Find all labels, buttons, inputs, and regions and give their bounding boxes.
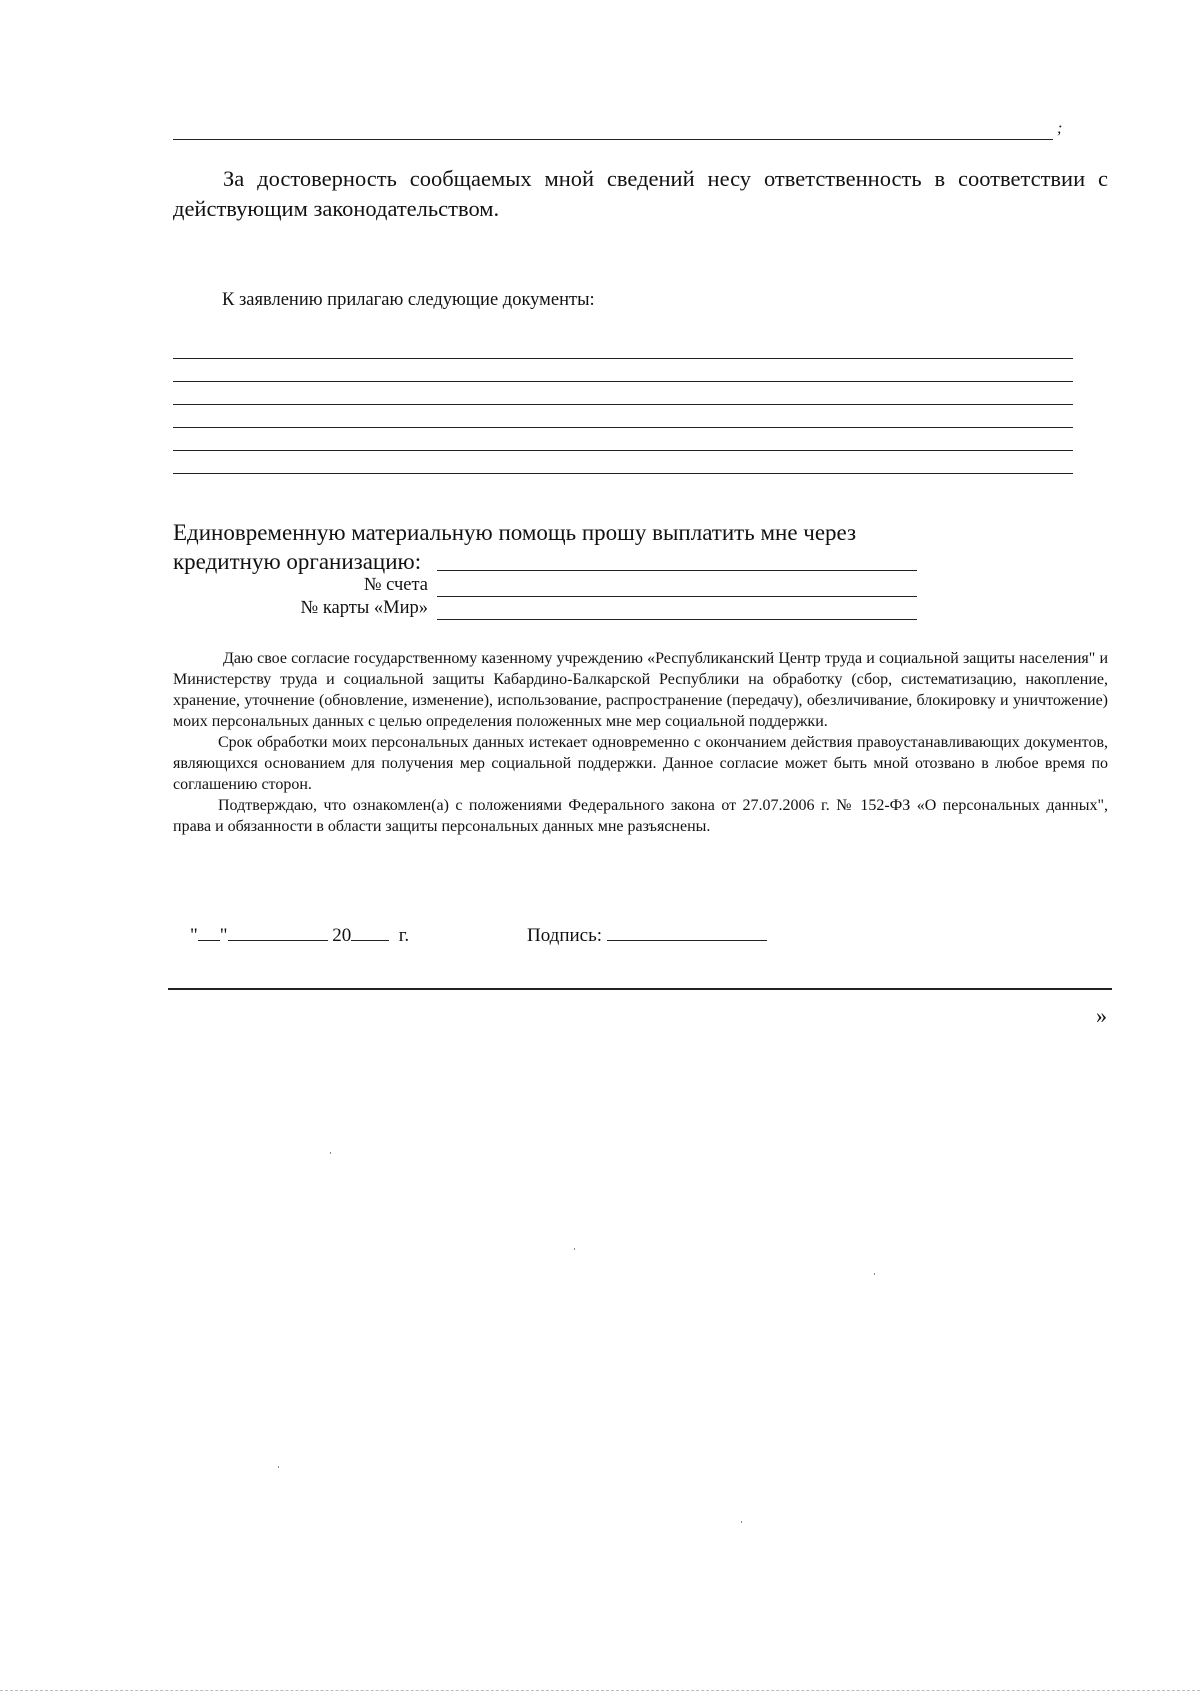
- responsibility-statement: [173, 164, 1108, 224]
- mir-card-number-field[interactable]: [437, 619, 917, 620]
- attachment-line-4[interactable]: [173, 427, 1073, 428]
- closing-quote-mark: »: [1096, 1003, 1107, 1028]
- consent-paragraph-3: Подтверждаю, что ознакомлен(а) с положениями Федерального закона от 27.07.2006 г. № 152-ФЗ «О персональных данных", права и обязанности в области защиты персональных данных мне разъяснены.: [173, 797, 1108, 835]
- payment-line-2: кредитную организацию:: [173, 549, 422, 574]
- attachment-line-2[interactable]: [173, 381, 1073, 382]
- date-quote-close: ": [219, 925, 228, 946]
- scan-bottom-edge: [0, 1690, 1200, 1691]
- attachment-line-6[interactable]: [173, 473, 1073, 474]
- day-blank[interactable]: [198, 924, 220, 941]
- scan-speck: [741, 1521, 742, 1523]
- bottom-rule: [168, 988, 1112, 990]
- consent-paragraph-2: Срок обработки моих персональных данных истекает одновременно с окончанием действия правоустанавливающих документов, являющихся основанием для получения мер социальной поддержки. Данное согласие может быть мной отозвано в любое время по соглашению сторон.: [173, 734, 1108, 793]
- credit-organization-field[interactable]: [437, 570, 917, 571]
- signature-field: [527, 924, 767, 947]
- account-number-label: № счета: [363, 575, 428, 595]
- mir-card-label: № карты «Мир»: [300, 598, 428, 618]
- attachment-line-5[interactable]: [173, 450, 1073, 451]
- year-prefix: 20: [332, 925, 352, 946]
- account-number-field[interactable]: [437, 596, 917, 597]
- signature-blank[interactable]: [607, 924, 767, 941]
- scan-speck: [874, 1273, 875, 1275]
- signature-label: Подпись:: [527, 925, 603, 946]
- scan-speck: [330, 1152, 331, 1154]
- attachments-label: К заявлению прилагаю следующие документы:: [222, 290, 595, 310]
- date-quote-open: ": [190, 925, 198, 946]
- top-blank-line: [173, 139, 1053, 140]
- attachment-line-1[interactable]: [173, 358, 1073, 359]
- year-blank[interactable]: [351, 924, 389, 941]
- responsibility-text: За достоверность сообщаемых мной сведений несу ответственность в соответствии с действующим законодательством.: [173, 166, 1108, 221]
- year-suffix: г.: [398, 925, 410, 946]
- personal-data-consent: [173, 648, 1108, 837]
- date-field: [190, 924, 409, 947]
- scan-speck: [278, 1466, 279, 1468]
- payment-line-1: Единовременную материальную помощь прошу выплатить мне через: [173, 520, 857, 545]
- scan-speck: [574, 1248, 575, 1250]
- trailing-semicolon: ;: [1057, 120, 1063, 137]
- consent-paragraph-1: Даю свое согласие государственному казенному учреждению «Республиканский Центр труда и социальной защиты населения" и Министерству труда и социальной защиты Кабардино-Балкарской Республики на обработку (сбор, систематизацию, накопление, хранение, уточнение (обновление, изменение), использование, распространение (передачу), обезличивание, блокировку и уничтожение) моих персональных данных с целью определения положенных мне мер социальной поддержки.: [173, 650, 1108, 730]
- month-blank[interactable]: [228, 924, 328, 941]
- attachment-line-3[interactable]: [173, 404, 1073, 405]
